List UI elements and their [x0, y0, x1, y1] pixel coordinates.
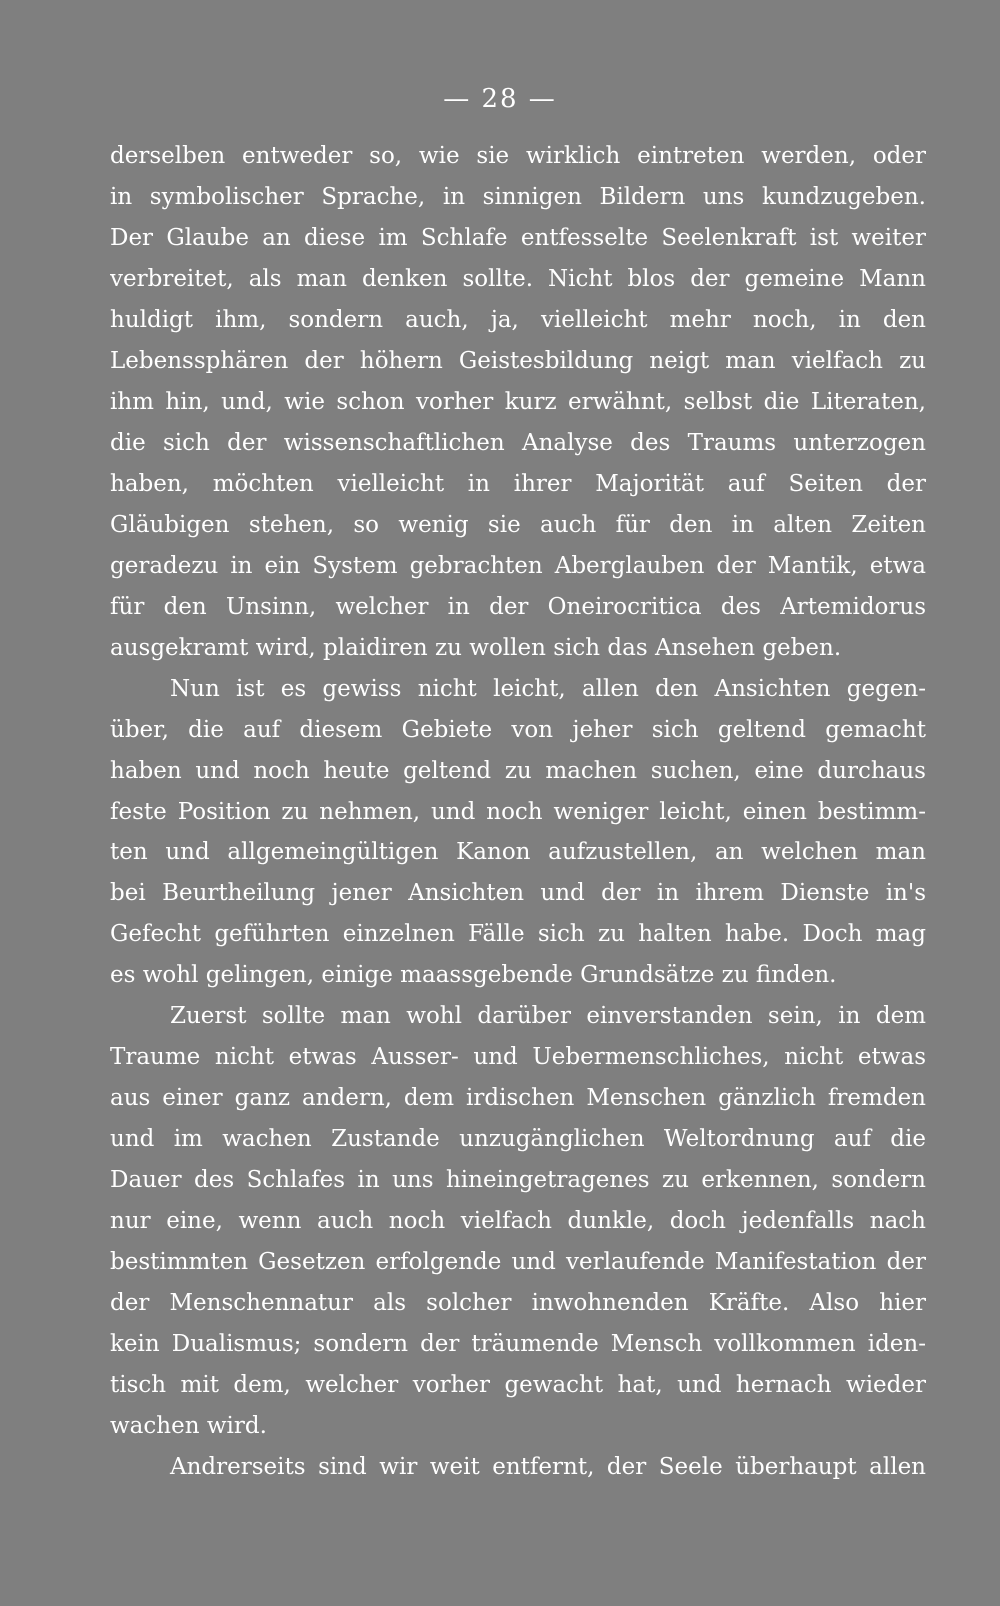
text-line: ihm hin, und, wie schon vorher kurz erwähnt, selbst die Literaten,: [110, 388, 926, 415]
text-line: Gefecht geführten einzelnen Fälle sich zu halten habe. Doch mag: [110, 921, 926, 948]
text-line: Der Glaube an diese im Schlafe entfesselte Seelenkraft ist weiter: [110, 224, 926, 251]
text-line: wachen wird.: [110, 1413, 267, 1440]
text-line: ten und allgemeingültigen Kanon aufzustellen, an welchen man: [110, 839, 926, 866]
text-line: in symbolischer Sprache, in sinnigen Bildern uns kundzugeben.: [110, 183, 926, 210]
text-line: die sich der wissenschaftlichen Analyse des Traums unterzogen: [110, 429, 926, 456]
text-line: für den Unsinn, welcher in der Oneirocritica des Artemidorus: [110, 593, 926, 620]
text-line: tisch mit dem, welcher vorher gewacht hat, und hernach wieder: [110, 1372, 926, 1399]
paragraph: [110, 996, 926, 1447]
text-line: bestimmten Gesetzen erfolgende und verlaufende Manifestation der: [110, 1249, 926, 1276]
text-line: verbreitet, als man denken sollte. Nicht blos der gemeine Mann: [110, 265, 926, 292]
text-line: bei Beurtheilung jener Ansichten und der in ihrem Dienste in's: [110, 880, 926, 907]
text-line: über, die auf diesem Gebiete von jeher sich geltend gemacht: [110, 716, 926, 743]
paragraph: [110, 1447, 926, 1488]
text-line: feste Position zu nehmen, und noch weniger leicht, einen bestimm-: [110, 798, 926, 825]
text-line: Traume nicht etwas Ausser- und Uebermenschliches, nicht etwas: [110, 1044, 926, 1071]
text-line: der Menschennatur als solcher inwohnenden Kräfte. Also hier: [110, 1290, 926, 1317]
text-line: Gläubigen stehen, so wenig sie auch für den in alten Zeiten: [110, 511, 926, 538]
body-text: [110, 136, 926, 1488]
text-line: Andrerseits sind wir weit entfernt, der Seele überhaupt allen: [170, 1454, 926, 1480]
text-line: nur eine, wenn auch noch vielfach dunkle, doch jedenfalls nach: [110, 1208, 926, 1235]
text-line: Lebenssphären der höhern Geistesbildung neigt man vielfach zu: [110, 347, 926, 374]
text-line: derselben entweder so, wie sie wirklich eintreten werden, oder: [110, 143, 926, 169]
text-line: Zuerst sollte man wohl darüber einverstanden sein, in dem: [170, 1003, 926, 1030]
text-line: es wohl gelingen, einige maassgebende Grundsätze zu finden.: [110, 962, 837, 989]
text-line: huldigt ihm, sondern auch, ja, vielleicht mehr noch, in den: [110, 306, 926, 333]
text-line: und im wachen Zustande unzugänglichen Weltordnung auf die: [110, 1126, 926, 1153]
paragraph: [110, 136, 926, 669]
text-line: aus einer ganz andern, dem irdischen Menschen gänzlich fremden: [110, 1085, 926, 1112]
text-line: Nun ist es gewiss nicht leicht, allen den Ansichten gegen-: [170, 675, 926, 702]
page-number: — 28 —: [443, 84, 557, 114]
text-line: kein Dualismus; sondern der träumende Mensch vollkommen iden-: [110, 1331, 926, 1358]
text-line: haben und noch heute geltend zu machen suchen, eine durchaus: [110, 757, 926, 784]
text-line: Dauer des Schlafes in uns hineingetragenes zu erkennen, sondern: [110, 1167, 926, 1194]
text-line: haben, möchten vielleicht in ihrer Majorität auf Seiten der: [110, 470, 926, 497]
text-line: ausgekramt wird, plaidiren zu wollen sich das Ansehen geben.: [110, 634, 842, 661]
paragraph: [110, 669, 926, 997]
text-line: geradezu in ein System gebrachten Aberglauben der Mantik, etwa: [110, 552, 926, 579]
